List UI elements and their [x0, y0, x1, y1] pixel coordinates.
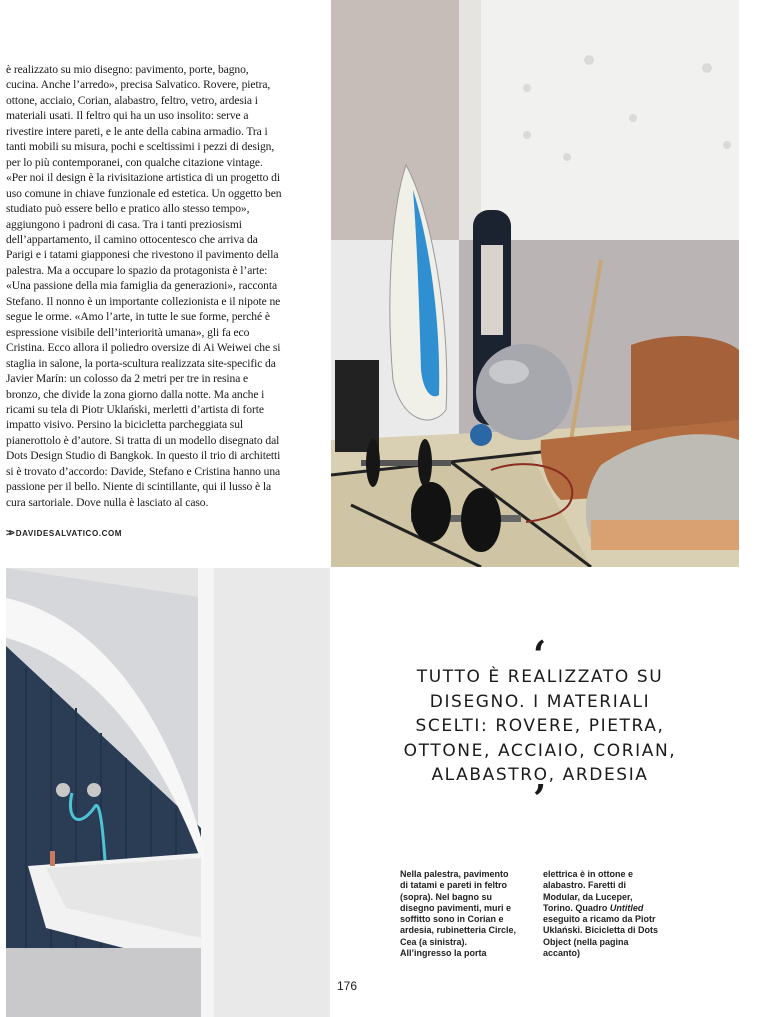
pull-quote: TUTTO È REALIZZATO SU DISEGNO. I MATERIALI SCELTI: ROVERE, PIETRA, OTTONE, ACCIAIO, CORIAN, ALABASTRO, ARDESIA [403, 667, 677, 785]
page-number: 176 [337, 979, 358, 993]
photo-caption-right [543, 869, 661, 959]
gym-photo [331, 0, 739, 567]
photo-caption-left: Nella palestra, pavimento di tatami e pareti in feltro (sopra). Nel bagno su disegno pavimenti, muri e soffitto sono in Corian e ardesia, rubinetteria Circle, Cea (a sinistra). All’ingresso la porta [400, 869, 517, 959]
bathroom-photo-illustration [6, 568, 330, 1017]
gym-photo-illustration [331, 0, 739, 567]
article-body-text [6, 62, 282, 510]
article-paragraph: è realizzato su mio disegno: pavimento, porte, bagno, cucina. Anche l’arredo», precisa Salvatico. Rovere, pietra, ottone, acciaio, Corian, alabastro, feltro, vetro, ardesia i materiali usati. Il feltro qui ha un uso insolito: serve a rivestire intere pareti, e le ante della cabina armadio. Tra i tanti mobili su misura, pochi e sceltissimi i pezzi di design, per lo più contemporanei, con qualche citazione vintage. «Per noi il design è la rivisitazione artistica di un progetto di uso comune in chiave funzionale ed estetica. Un oggetto ben studiato può essere bello e pratico allo stesso tempo», aggiungono i padroni di casa. Tra i tanti preziosismi dell’appartamento, il camino ottocentesco che arriva da Parigi e i tatami giapponesi che rivestono il pavimento della palestra. Ma a occupare lo spazio da protagonista è l’arte: «Una passione della mia famiglia da generazioni», racconta Stefano. Il nonno è un importante collezionista e il nipote ne segue le orme. «Amo l’arte, in tutte le sue forme, perché è espressione visibile dell’interiorità umana», gli fa eco Cristina. Ecco allora il poliedro oversize di Ai Weiwei che si staglia in salone, la porta-scultura realizzata site-specific da Javier Marín: un colosso da 2 metri per tre in resina e bronzo, che divide la zona giorno dalla notte. Ma anche i ricami su tela di Piotr Uklański, merletti d’artista di forte impatto visivo. Persino la bicicletta parcheggiata sul pianerottolo è d’autore. Si tratta di un modello disegnato dal Dots Design Studio di Bangkok. In questo il trio di architetti si è trovato d’accordo: Davide, Stefano e Cristina hanno una passione per il bello. Niente di scintillante, qui il lusso è la cura sartoriale. Dove nulla è lasciato al caso. [6, 63, 282, 509]
close-quote-mark: ’ [533, 776, 547, 821]
caption-right-text-1: elettrica è in ottone e alabastro. Faretti di Modular, da Luceper, Torino. Quadro [543, 869, 634, 913]
website-url[interactable]: DAVIDESALVATICO.COM [15, 529, 123, 538]
double-chevron-right-icon: >> [6, 528, 12, 539]
open-quote-mark: ‘ [533, 632, 547, 677]
website-link[interactable] [6, 528, 122, 539]
caption-right-italic-title: Untitled [609, 902, 644, 913]
bathroom-photo [6, 568, 330, 1017]
caption-right-text-2: eseguito a ricamo da Piotr Uklański. Bicicletta di Dots Object (nella pagina accanto) [543, 914, 659, 959]
